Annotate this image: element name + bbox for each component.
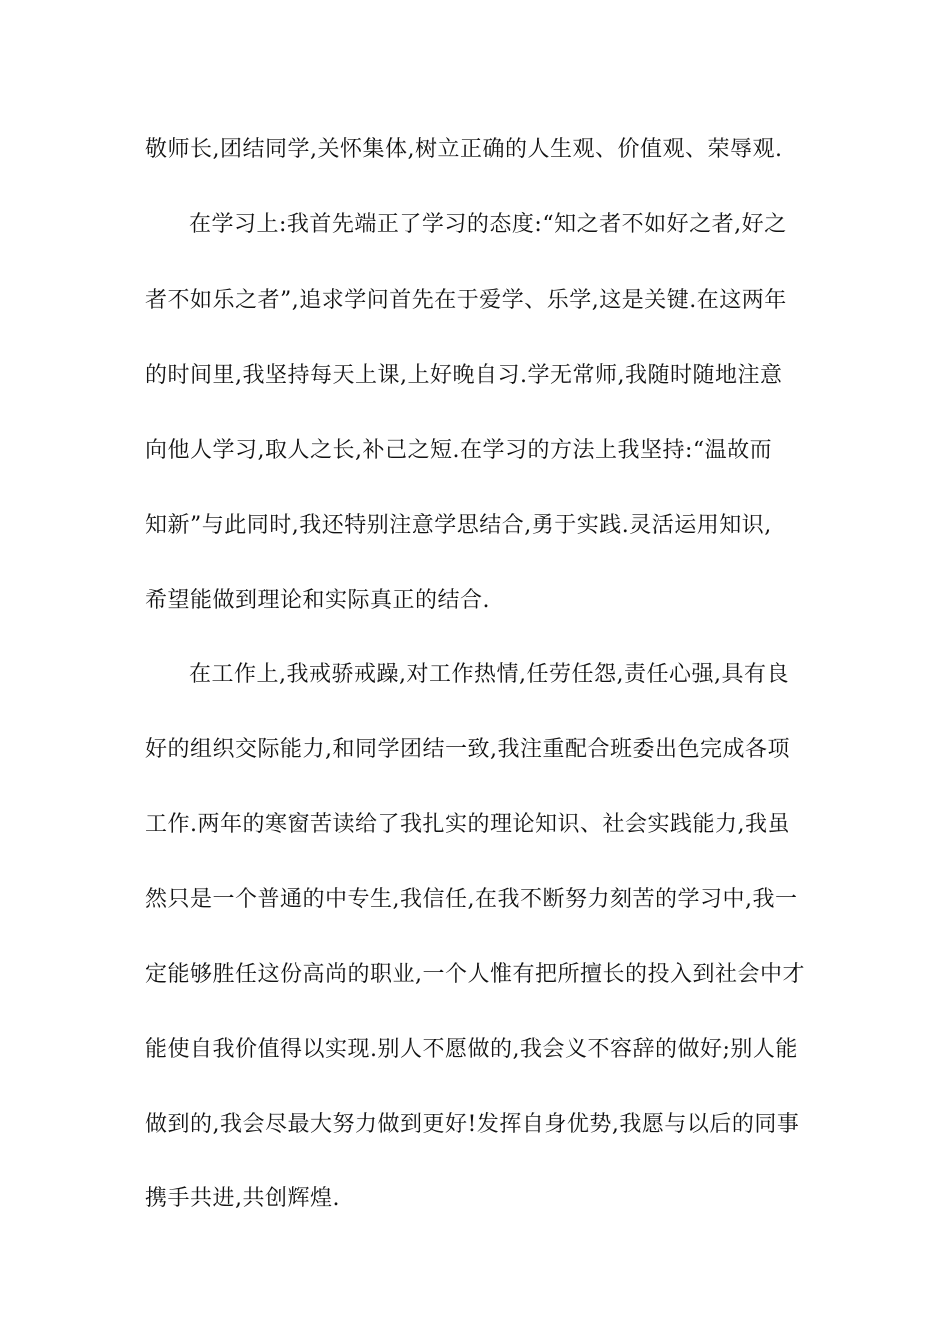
text-line: 者不如乐之者”,追求学问首先在于爱学、乐学,这是关键.在这两年 <box>145 288 787 313</box>
text-line: 然只是一个普通的中专生,我信任,在我不断努力刻苦的学习中,我一 <box>145 887 798 912</box>
text-line: 好的组织交际能力,和同学团结一致,我注重配合班委出色完成各项 <box>145 737 790 762</box>
text-line: 希望能做到理论和实际真正的结合. <box>145 588 490 613</box>
text-line: 向他人学习,取人之长,补己之短.在学习的方法上我坚持:“温故而 <box>145 438 773 463</box>
paragraph-start-study: 在学习上:我首先端正了学习的态度:“知之者不如好之者,好之 <box>189 212 787 237</box>
text-line: 定能够胜任这份高尚的职业,一个人惟有把所擅长的投入到社会中才 <box>145 962 805 987</box>
paragraph-start-work: 在工作上,我戒骄戒躁,对工作热情,任劳任怨,责任心强,具有良 <box>189 662 789 687</box>
text-line: 携手共进,共创辉煌. <box>145 1186 340 1211</box>
text-line: 的时间里,我坚持每天上课,上好晚自习.学无常师,我随时随地注意 <box>145 363 783 388</box>
text-line: 工作.两年的寒窗苦读给了我扎实的理论知识、社会实践能力,我虽 <box>145 812 790 837</box>
text-line: 敬师长,团结同学,关怀集体,树立正确的人生观、价值观、荣辱观. <box>145 137 783 162</box>
text-line: 知新”与此同时,我还特别注意学思结合,勇于实践.灵活运用知识, <box>145 513 772 538</box>
text-line: 做到的,我会尽最大努力做到更好!发挥自身优势,我愿与以后的同事 <box>145 1112 800 1137</box>
text-line: 能使自我价值得以实现.别人不愿做的,我会义不容辞的做好;别人能 <box>145 1037 798 1062</box>
